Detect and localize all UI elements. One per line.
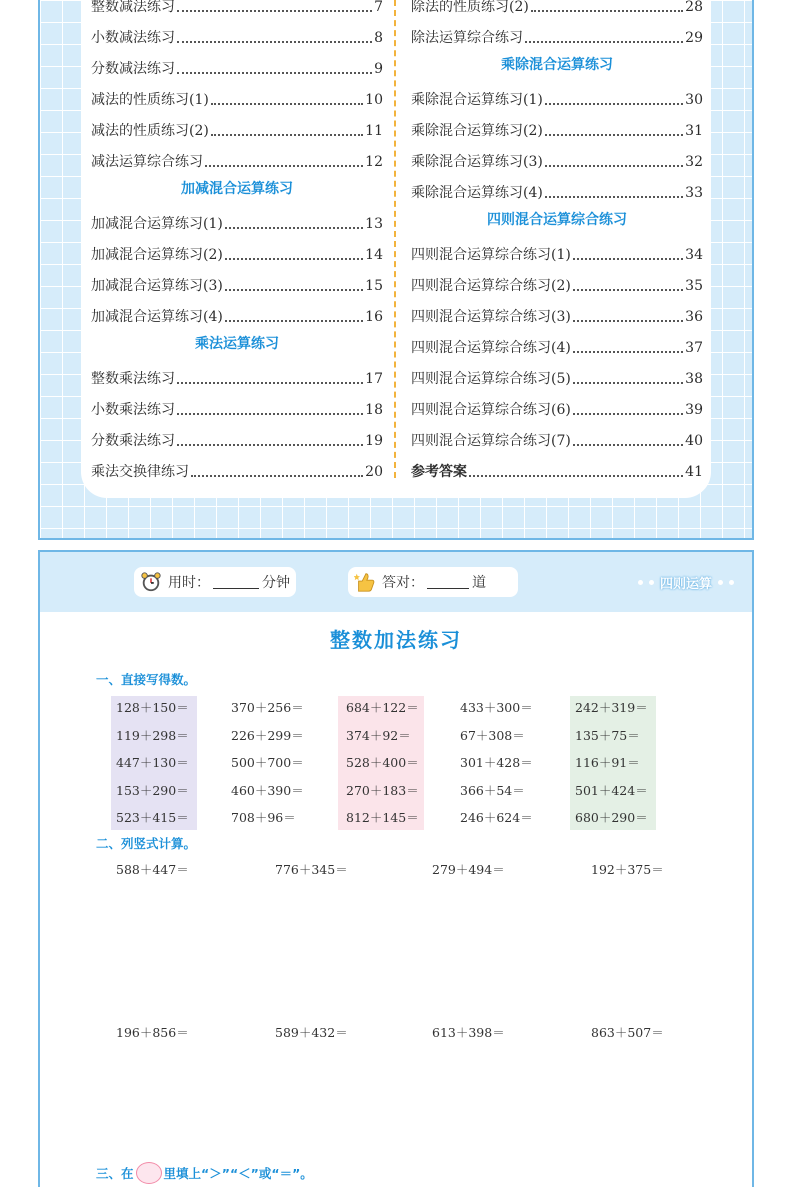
toc-entry[interactable] bbox=[91, 269, 383, 295]
problem: 116＋91＝ bbox=[575, 755, 640, 770]
time-blank[interactable] bbox=[213, 575, 259, 589]
problem: 528＋400＝ bbox=[346, 755, 419, 770]
toc-entry-page: 20 bbox=[365, 464, 383, 480]
category-tag bbox=[638, 572, 734, 592]
toc-entry[interactable] bbox=[411, 83, 703, 109]
toc-entry[interactable] bbox=[411, 269, 703, 295]
toc-entry-page: 36 bbox=[685, 309, 703, 325]
toc-entry[interactable] bbox=[91, 114, 383, 140]
toc-entry-title: 四则混合运算综合练习(6) bbox=[411, 402, 571, 418]
toc-leader-dots bbox=[191, 475, 363, 477]
toc-entry[interactable] bbox=[411, 145, 703, 171]
toc-entry-title: 加减混合运算练习(2) bbox=[91, 247, 223, 263]
toc-entry[interactable] bbox=[411, 114, 703, 140]
problem: 119＋298＝ bbox=[116, 727, 189, 743]
toc-entry[interactable] bbox=[91, 424, 383, 450]
toc-section-heading: 乘法运算练习 bbox=[195, 336, 279, 352]
toc-entry[interactable] bbox=[91, 393, 383, 419]
toc-entry-page: 30 bbox=[685, 92, 703, 108]
toc-entry-page: 16 bbox=[365, 309, 383, 325]
toc-leader-dots bbox=[573, 382, 683, 384]
toc-entry-title: 加减混合运算练习(1) bbox=[91, 216, 223, 232]
toc-entry-title: 四则混合运算综合练习(2) bbox=[411, 278, 571, 294]
toc-entry[interactable] bbox=[91, 21, 383, 47]
toc-entry-title: 减法运算综合练习 bbox=[91, 154, 203, 170]
toc-leader-dots bbox=[545, 165, 683, 167]
toc-entry[interactable] bbox=[411, 0, 703, 16]
toc-entry-page: 17 bbox=[365, 371, 383, 387]
section2-title: 二、列竖式计算。 bbox=[96, 836, 197, 851]
problem: 153＋290＝ bbox=[116, 782, 189, 798]
vertical-calc-problem: 863＋507＝ bbox=[591, 1025, 664, 1040]
toc-entry-page: 34 bbox=[685, 247, 703, 263]
toc-entry-title: 除法的性质练习(2) bbox=[411, 0, 529, 15]
problem: 680＋290＝ bbox=[575, 810, 648, 825]
toc-leader-dots bbox=[177, 413, 363, 415]
toc-entry-page: 31 bbox=[685, 123, 703, 139]
toc-leader-dots bbox=[525, 41, 683, 43]
vertical-calc-problem: 196＋856＝ bbox=[116, 1025, 189, 1040]
toc-section-heading: 乘除混合运算练习 bbox=[501, 57, 613, 73]
vertical-calc-problem: 588＋447＝ bbox=[116, 862, 189, 877]
toc-entry-title: 除法运算综合练习 bbox=[411, 30, 523, 46]
toc-entry-title: 加减混合运算练习(3) bbox=[91, 278, 223, 294]
toc-entry-title: 四则混合运算综合练习(7) bbox=[411, 433, 571, 449]
vertical-calc-problem: 279＋494＝ bbox=[432, 862, 505, 877]
section3-title bbox=[96, 1162, 313, 1184]
problem: 242＋319＝ bbox=[575, 700, 648, 715]
toc-entry-title: 乘除混合运算练习(2) bbox=[411, 123, 543, 139]
toc-entry-title: 分数减法练习 bbox=[91, 61, 175, 77]
toc-entry-page: 11 bbox=[365, 123, 383, 139]
alarm-clock-icon bbox=[140, 571, 162, 593]
toc-entry-page: 38 bbox=[685, 371, 703, 387]
toc-leader-dots bbox=[177, 41, 372, 43]
problem: 366＋54＝ bbox=[460, 782, 525, 798]
toc-leader-dots bbox=[225, 258, 363, 260]
toc-panel bbox=[38, 0, 754, 540]
problem: 433＋300＝ bbox=[460, 700, 533, 715]
toc-entry[interactable] bbox=[411, 21, 703, 47]
toc-leader-dots bbox=[205, 165, 363, 167]
toc-entry-title: 小数乘法练习 bbox=[91, 402, 175, 418]
toc-entry-title: 四则混合运算综合练习(1) bbox=[411, 247, 571, 263]
score-label: 答对： bbox=[382, 575, 424, 591]
time-pill bbox=[134, 567, 296, 597]
toc-entry[interactable] bbox=[411, 176, 703, 202]
toc-entry[interactable] bbox=[411, 424, 703, 450]
problem: 370＋256＝ bbox=[231, 700, 304, 715]
toc-entry[interactable] bbox=[411, 393, 703, 419]
toc-leader-dots bbox=[469, 475, 683, 477]
problem: 460＋390＝ bbox=[231, 782, 304, 798]
toc-leader-dots bbox=[225, 227, 363, 229]
toc-entry-page: 15 bbox=[365, 278, 383, 294]
worksheet-header bbox=[40, 552, 752, 612]
vertical-calc-problem: 589＋432＝ bbox=[275, 1025, 348, 1040]
toc-entry-title: 乘除混合运算练习(3) bbox=[411, 154, 543, 170]
toc-entry-title: 减法的性质练习(2) bbox=[91, 123, 209, 139]
dot-icon bbox=[638, 580, 643, 585]
score-pill bbox=[348, 567, 518, 597]
section1-title: 一、直接写得数。 bbox=[96, 672, 197, 687]
toc-leader-dots bbox=[545, 134, 683, 136]
toc-entry[interactable] bbox=[91, 455, 383, 481]
toc-entry-title: 四则混合运算综合练习(3) bbox=[411, 309, 571, 325]
toc-entry-page: 35 bbox=[685, 278, 703, 294]
category-tag-label: 四则运算 bbox=[659, 576, 712, 592]
toc-entry-title: 四则混合运算综合练习(5) bbox=[411, 371, 571, 387]
problem: 67＋308＝ bbox=[460, 727, 525, 743]
toc-divider bbox=[394, 0, 396, 478]
worksheet-panel bbox=[38, 550, 754, 1187]
toc-entry-page: 40 bbox=[685, 433, 703, 449]
vertical-calc-problem: 776＋345＝ bbox=[275, 862, 348, 877]
dot-icon bbox=[649, 580, 654, 585]
toc-leader-dots bbox=[177, 444, 363, 446]
problem: 708＋96＝ bbox=[231, 810, 296, 825]
toc-leader-dots bbox=[225, 320, 363, 322]
toc-entry[interactable] bbox=[91, 300, 383, 326]
problem: 374＋92＝ bbox=[346, 727, 411, 743]
problem: 500＋700＝ bbox=[231, 755, 304, 770]
problem: 812＋145＝ bbox=[346, 810, 419, 825]
problem: 135＋75＝ bbox=[575, 727, 640, 743]
toc-entry[interactable] bbox=[411, 362, 703, 388]
toc-entry-page: 33 bbox=[685, 185, 703, 201]
vertical-calc-problem: 192＋375＝ bbox=[591, 862, 664, 877]
toc-entry-page: 12 bbox=[365, 154, 383, 170]
toc-entry[interactable] bbox=[91, 362, 383, 388]
toc-entry-page: 39 bbox=[685, 402, 703, 418]
toc-leader-dots bbox=[573, 444, 683, 446]
toc-leader-dots bbox=[177, 10, 372, 12]
toc-leader-dots bbox=[573, 289, 683, 291]
problem: 523＋415＝ bbox=[116, 810, 189, 825]
toc-leader-dots bbox=[545, 103, 683, 105]
toc-entry-page: 10 bbox=[365, 92, 383, 108]
toc-leader-dots bbox=[177, 382, 363, 384]
toc-entry[interactable] bbox=[91, 83, 383, 109]
toc-leader-dots bbox=[573, 351, 683, 353]
toc-entry[interactable] bbox=[91, 238, 383, 264]
toc-entry-page: 18 bbox=[365, 402, 383, 418]
problem: 226＋299＝ bbox=[231, 727, 304, 743]
toc-entry-title: 减法的性质练习(1) bbox=[91, 92, 209, 108]
toc-entry-page: 9 bbox=[374, 61, 383, 77]
toc-entry[interactable] bbox=[411, 300, 703, 326]
score-unit: 道 bbox=[472, 575, 486, 591]
dot-icon bbox=[729, 580, 734, 585]
toc-entry-page: 41 bbox=[685, 464, 703, 480]
toc-entry-title: 整数乘法练习 bbox=[91, 371, 175, 387]
toc-entry[interactable] bbox=[91, 145, 383, 171]
toc-entry-page: 7 bbox=[374, 0, 383, 15]
toc-section-heading: 四则混合运算综合练习 bbox=[487, 212, 627, 228]
time-label: 用时： bbox=[168, 575, 210, 591]
toc-leader-dots bbox=[225, 289, 363, 291]
toc-entry-page: 19 bbox=[365, 433, 383, 449]
section3-suffix: 里填上“＞”“＜”或“＝”。 bbox=[163, 1166, 313, 1181]
thumbs-up-icon bbox=[354, 571, 376, 593]
section3-prefix: 三、在 bbox=[96, 1166, 134, 1181]
toc-leader-dots bbox=[573, 413, 683, 415]
time-unit: 分钟 bbox=[262, 575, 290, 591]
problem: 301＋428＝ bbox=[460, 755, 533, 770]
toc-entry-page: 13 bbox=[365, 216, 383, 232]
problem: 270＋183＝ bbox=[346, 782, 419, 798]
score-blank[interactable] bbox=[427, 575, 469, 589]
toc-entry-title: 整数减法练习 bbox=[91, 0, 175, 15]
problem: 246＋624＝ bbox=[460, 810, 533, 825]
toc-entry[interactable] bbox=[91, 0, 383, 16]
toc-entry-title: 参考答案 bbox=[411, 464, 467, 480]
toc-entry-page: 28 bbox=[685, 0, 703, 15]
toc-leader-dots bbox=[545, 196, 683, 198]
toc-entry-title: 加减混合运算练习(4) bbox=[91, 309, 223, 325]
toc-entry-title: 四则混合运算综合练习(4) bbox=[411, 340, 571, 356]
toc-entry[interactable] bbox=[411, 455, 703, 481]
toc-entry[interactable] bbox=[411, 238, 703, 264]
toc-leader-dots bbox=[531, 10, 683, 12]
toc-entry-title: 小数减法练习 bbox=[91, 30, 175, 46]
toc-leader-dots bbox=[177, 72, 372, 74]
toc-entry[interactable] bbox=[411, 331, 703, 357]
worksheet-title: 整数加法练习 bbox=[330, 628, 462, 652]
bear-face-icon bbox=[136, 1162, 162, 1184]
toc-entry-page: 32 bbox=[685, 154, 703, 170]
toc-leader-dots bbox=[573, 258, 683, 260]
problem: 447＋130＝ bbox=[116, 755, 189, 770]
toc-entry-title: 乘除混合运算练习(4) bbox=[411, 185, 543, 201]
toc-entry[interactable] bbox=[91, 207, 383, 233]
problem: 684＋122＝ bbox=[346, 700, 419, 715]
toc-entry-page: 37 bbox=[685, 340, 703, 356]
toc-leader-dots bbox=[573, 320, 683, 322]
problem: 501＋424＝ bbox=[575, 782, 648, 798]
toc-section-heading: 加减混合运算练习 bbox=[181, 181, 293, 197]
toc-card bbox=[81, 0, 711, 498]
toc-entry[interactable] bbox=[91, 52, 383, 78]
toc-entry-page: 14 bbox=[365, 247, 383, 263]
toc-entry-page: 8 bbox=[374, 30, 383, 46]
toc-entry-title: 乘除混合运算练习(1) bbox=[411, 92, 543, 108]
toc-entry-title: 分数乘法练习 bbox=[91, 433, 175, 449]
toc-entry-title: 乘法交换律练习 bbox=[91, 464, 189, 480]
toc-leader-dots bbox=[211, 134, 363, 136]
problem: 128＋150＝ bbox=[116, 700, 189, 715]
vertical-calc-problem: 613＋398＝ bbox=[432, 1025, 505, 1040]
toc-entry-page: 29 bbox=[685, 30, 703, 46]
dot-icon bbox=[718, 580, 723, 585]
toc-leader-dots bbox=[211, 103, 363, 105]
